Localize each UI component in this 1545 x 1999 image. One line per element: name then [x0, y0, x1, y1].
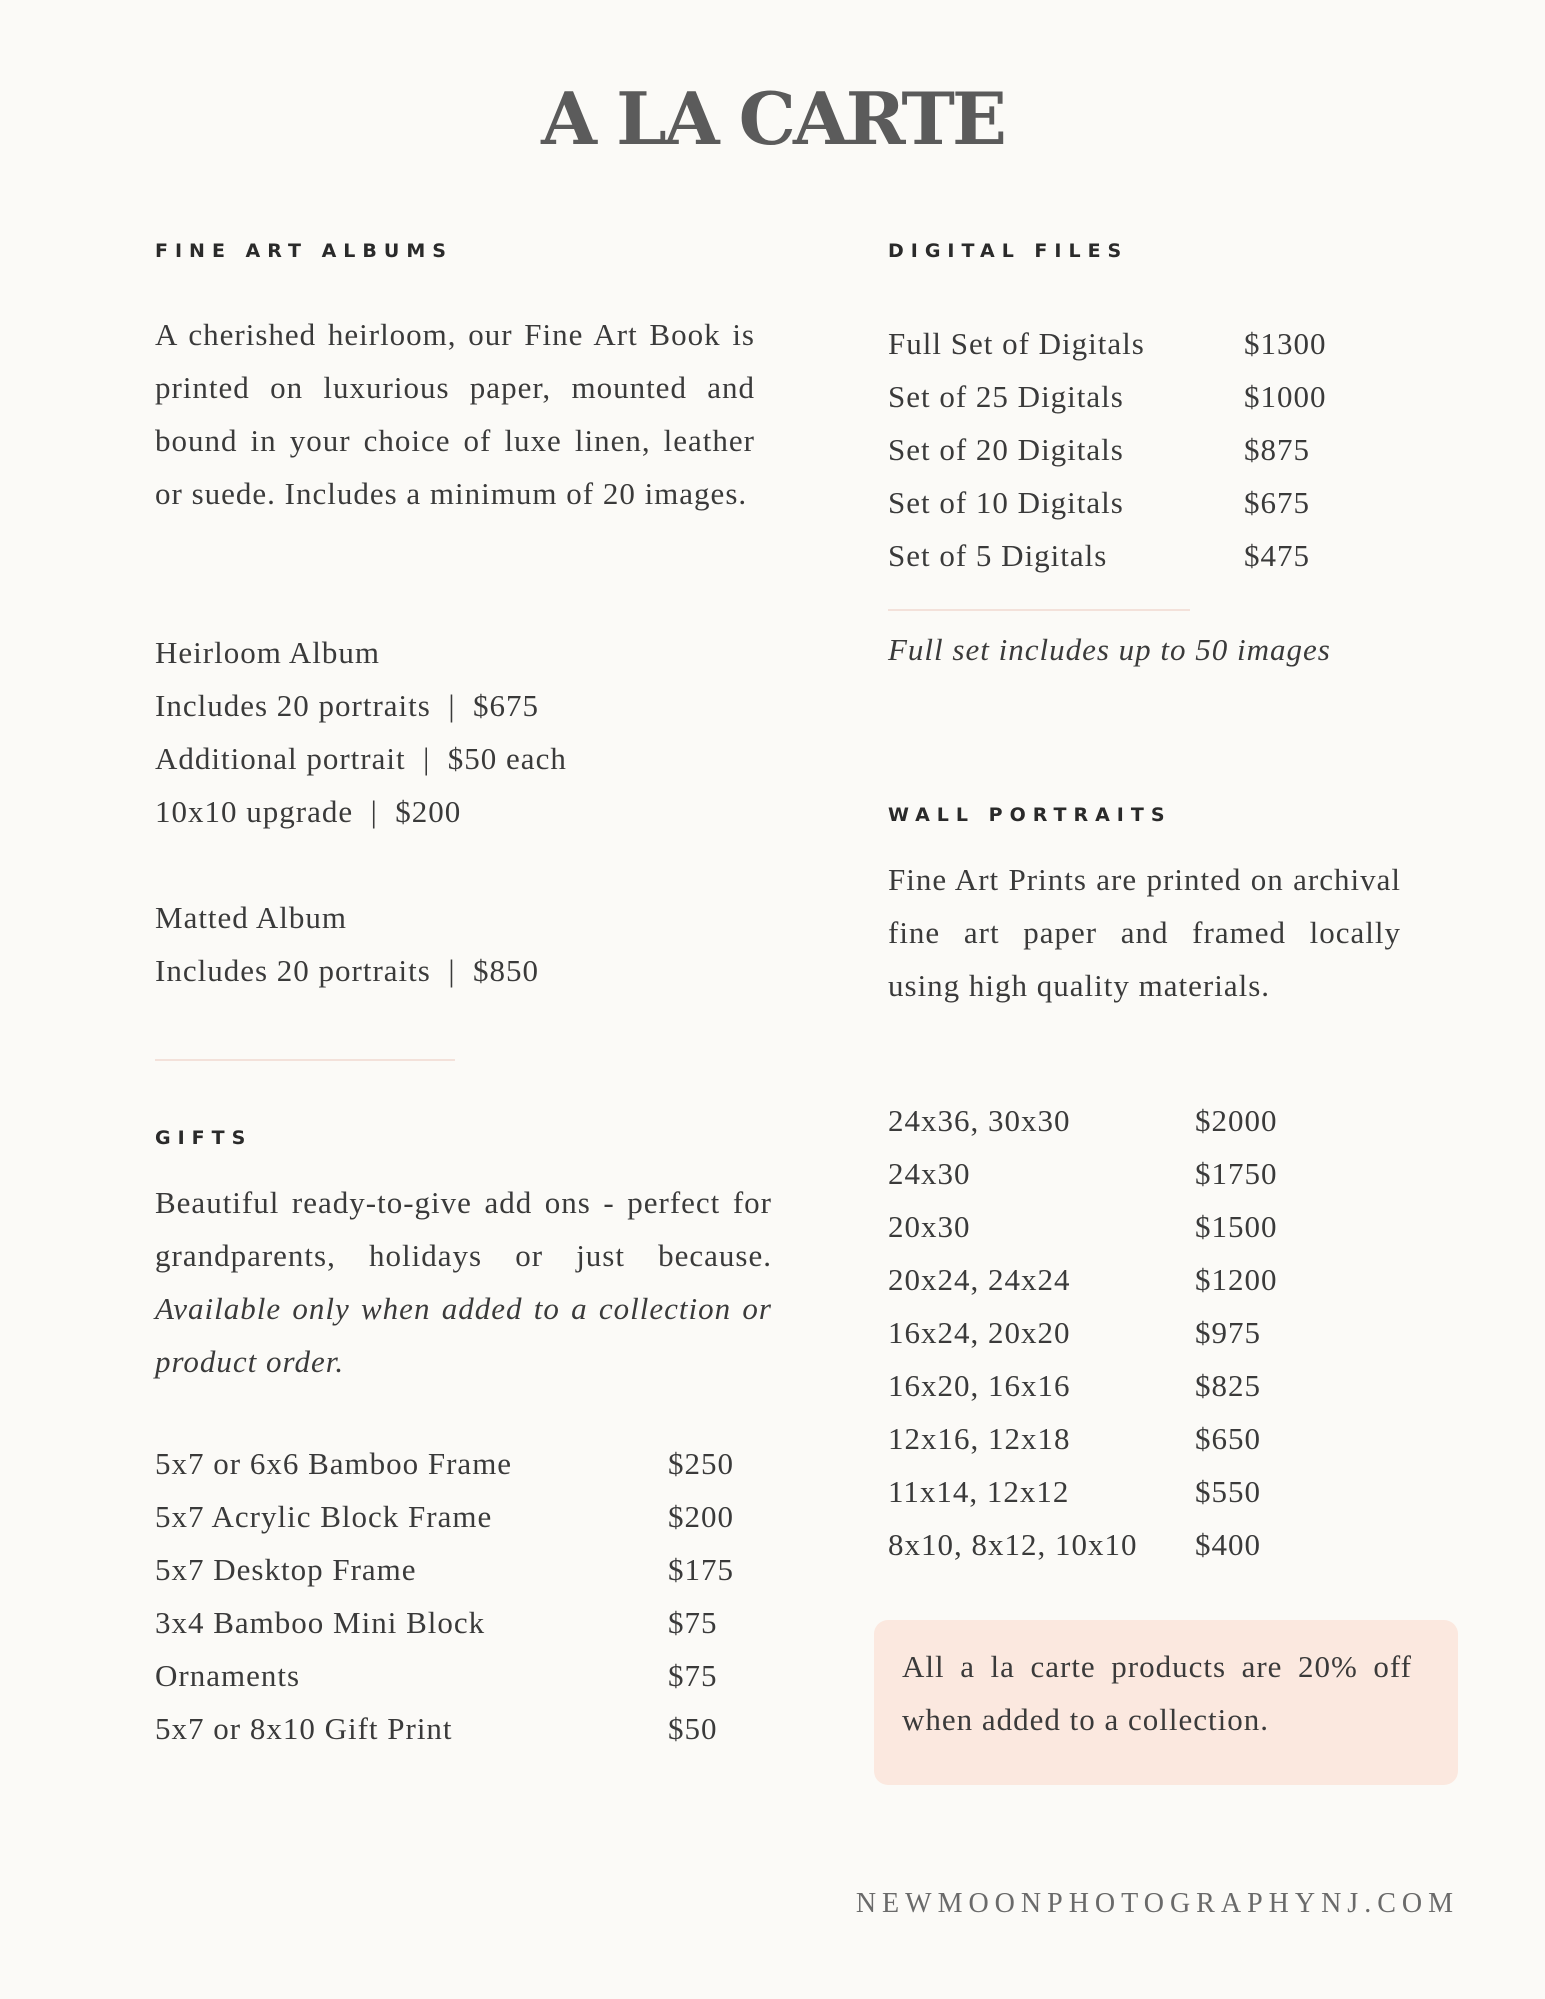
gift-item	[155, 1702, 755, 1755]
heirloom-album-title: Heirloom Album	[155, 635, 380, 670]
wall-portrait-size: 16x20, 16x16	[888, 1368, 1071, 1403]
heirloom-album-line: Includes 20 portraits | $675	[155, 688, 540, 723]
digital-item	[888, 476, 1388, 529]
gift-item-name: 5x7 Acrylic Block Frame	[155, 1499, 493, 1534]
wall-portraits-price-list	[888, 1094, 1388, 1571]
fine-art-albums-heading: FINE ART ALBUMS	[155, 240, 453, 262]
wall-portrait-price: $1500	[1195, 1209, 1278, 1244]
wall-portrait-price: $825	[1195, 1368, 1261, 1403]
digital-item-price: $1300	[1244, 326, 1327, 361]
wall-portrait-size: 8x10, 8x12, 10x10	[888, 1527, 1138, 1562]
wall-portrait-price: $1200	[1195, 1262, 1278, 1297]
digital-item-name: Full Set of Digitals	[888, 326, 1145, 361]
gift-item	[155, 1649, 755, 1702]
wall-portrait-item	[888, 1306, 1388, 1359]
gift-item-price: $250	[668, 1446, 734, 1481]
gift-item-name: 3x4 Bamboo Mini Block	[155, 1605, 486, 1640]
wall-portrait-price: $650	[1195, 1421, 1261, 1456]
matted-album-title: Matted Album	[155, 900, 347, 935]
digital-item	[888, 317, 1388, 370]
digital-item-price: $475	[1244, 538, 1310, 573]
gift-item-name: Ornaments	[155, 1658, 301, 1693]
wall-portrait-price: $400	[1195, 1527, 1261, 1562]
discount-note: All a la carte products are 20% off when added to a collection.	[902, 1649, 1412, 1737]
gifts-description	[155, 1176, 772, 1388]
gift-item-price: $200	[668, 1499, 734, 1534]
wall-portrait-size: 16x24, 20x20	[888, 1315, 1071, 1350]
gift-item	[155, 1437, 755, 1490]
gifts-price-list	[155, 1437, 755, 1755]
heirloom-album-line: Additional portrait | $50 each	[155, 741, 567, 776]
digital-item-name: Set of 5 Digitals	[888, 538, 1108, 573]
website-footer: NEWMOONPHOTOGRAPHYNJ.COM	[855, 1888, 1459, 1919]
digital-item	[888, 370, 1388, 423]
wall-portrait-size: 20x30	[888, 1209, 971, 1244]
gift-item-price: $50	[668, 1711, 718, 1746]
section-divider	[888, 609, 1190, 611]
digital-item-price: $675	[1244, 485, 1310, 520]
gift-item	[155, 1596, 755, 1649]
digital-item	[888, 529, 1388, 582]
fine-art-albums-description: A cherished heirloom, our Fine Art Book is printed on luxurious paper, mounted and bound in your choice of luxe linen, leather or suede. Includes a minimum of 20 images.	[155, 317, 755, 511]
digital-item-price: $875	[1244, 432, 1310, 467]
wall-portrait-price: $1750	[1195, 1156, 1278, 1191]
gift-item-name: 5x7 or 6x6 Bamboo Frame	[155, 1446, 513, 1481]
heirloom-album-line: 10x10 upgrade | $200	[155, 794, 462, 829]
matted-album-line: Includes 20 portraits | $850	[155, 953, 540, 988]
gift-item	[155, 1490, 755, 1543]
gift-item-name: 5x7 Desktop Frame	[155, 1552, 417, 1587]
wall-portrait-item	[888, 1094, 1388, 1147]
wall-portrait-size: 20x24, 24x24	[888, 1262, 1071, 1297]
gift-item-price: $75	[668, 1605, 718, 1640]
gift-item-price: $175	[668, 1552, 734, 1587]
section-divider	[155, 1059, 455, 1061]
wall-portrait-size: 11x14, 12x12	[888, 1474, 1070, 1509]
digital-item-name: Set of 25 Digitals	[888, 379, 1124, 414]
page-title: A LA CARTE	[541, 76, 1004, 161]
gift-item-price: $75	[668, 1658, 718, 1693]
wall-portrait-size: 24x36, 30x30	[888, 1103, 1071, 1138]
digital-item	[888, 423, 1388, 476]
wall-portrait-item	[888, 1253, 1388, 1306]
digital-files-heading: DIGITAL FILES	[888, 240, 1129, 262]
wall-portrait-item	[888, 1359, 1388, 1412]
wall-portrait-size: 24x30	[888, 1156, 971, 1191]
wall-portrait-item	[888, 1518, 1388, 1571]
gift-item-name: 5x7 or 8x10 Gift Print	[155, 1711, 453, 1746]
wall-portrait-price: $550	[1195, 1474, 1261, 1509]
wall-portrait-item	[888, 1465, 1388, 1518]
wall-portrait-item	[888, 1412, 1388, 1465]
gifts-description-italic: Available only when added to a collection or product order.	[155, 1291, 772, 1379]
gift-item	[155, 1543, 755, 1596]
digital-files-price-list	[888, 317, 1388, 582]
gifts-heading: GIFTS	[155, 1127, 253, 1149]
discount-note-box	[874, 1620, 1458, 1785]
wall-portrait-size: 12x16, 12x18	[888, 1421, 1071, 1456]
wall-portrait-item	[888, 1147, 1388, 1200]
wall-portrait-item	[888, 1200, 1388, 1253]
digital-item-price: $1000	[1244, 379, 1327, 414]
digital-files-note: Full set includes up to 50 images	[888, 632, 1331, 667]
digital-item-name: Set of 20 Digitals	[888, 432, 1124, 467]
wall-portraits-description: Fine Art Prints are printed on archival fine art paper and framed locally using high quality materials.	[888, 862, 1401, 1003]
digital-item-name: Set of 10 Digitals	[888, 485, 1124, 520]
wall-portrait-price: $975	[1195, 1315, 1261, 1350]
wall-portraits-heading: WALL PORTRAITS	[888, 804, 1172, 826]
gifts-description-text: Beautiful ready-to-give add ons - perfect for grandparents, holidays or just because.	[155, 1185, 772, 1273]
wall-portrait-price: $2000	[1195, 1103, 1278, 1138]
